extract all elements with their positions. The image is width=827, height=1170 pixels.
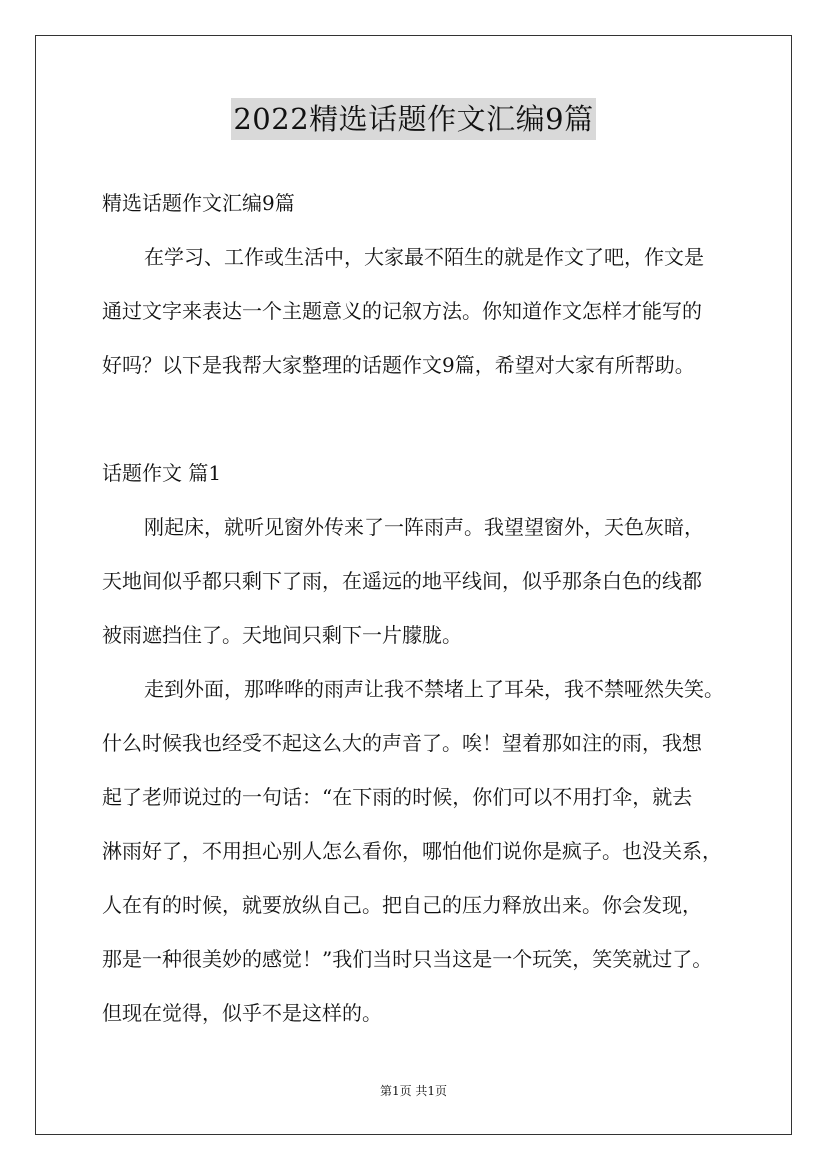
paragraph-2 bbox=[102, 662, 742, 1040]
intro-line: 通过文字来表达一个主题意义的记叙方法。你知道作文怎样才能写的 bbox=[102, 299, 702, 323]
paragraph-line: 起了老师说过的一句话：“在下雨的时候，你们可以不用打伞，就去 bbox=[102, 785, 693, 809]
intro-line: 好吗？以下是我帮大家整理的话题作文9篇，希望对大家有所帮助。 bbox=[102, 353, 695, 377]
paragraph-line: 那是一种很美妙的感觉！”我们当时只当这是一个玩笑，笑笑就过了。 bbox=[102, 947, 713, 971]
paragraph-line: 人在有的时候，就要放纵自己。把自己的压力释放出来。你会发现， bbox=[102, 893, 702, 917]
document-subtitle: 精选话题作文汇编9篇 bbox=[102, 191, 295, 215]
document-title: 2022精选话题作文汇编9篇 bbox=[231, 98, 595, 140]
page-footer: 第1页 共1页 bbox=[379, 1084, 448, 1098]
intro-paragraph bbox=[102, 230, 742, 392]
section-heading: 话题作文 篇1 bbox=[102, 461, 222, 485]
intro-line: 在学习、工作或生活中，大家最不陌生的就是作文了吧，作文是 bbox=[144, 245, 704, 269]
section-spacer bbox=[102, 392, 742, 446]
paragraph-1 bbox=[102, 500, 742, 662]
paragraph-line: 淋雨好了，不用担心别人怎么看你，哪怕他们说你是疯子。也没关系， bbox=[102, 839, 722, 863]
paragraph-line: 刚起床，就听见窗外传来了一阵雨声。我望望窗外，天色灰暗， bbox=[144, 515, 704, 539]
title-container bbox=[0, 98, 827, 140]
paragraph-line: 天地间似乎都只剩下了雨，在遥远的地平线间，似乎那条白色的线都 bbox=[102, 569, 702, 593]
paragraph-line: 但现在觉得，似乎不是这样的。 bbox=[102, 1001, 382, 1025]
paragraph-line: 什么时候我也经受不起这么大的声音了。唉！望着那如注的雨，我想 bbox=[102, 731, 702, 755]
paragraph-line: 被雨遮挡住了。天地间只剩下一片朦胧。 bbox=[102, 623, 462, 647]
document-body bbox=[102, 176, 742, 1040]
paragraph-line: 走到外面，那哗哗的雨声让我不禁堵上了耳朵，我不禁哑然失笑。 bbox=[144, 677, 724, 701]
